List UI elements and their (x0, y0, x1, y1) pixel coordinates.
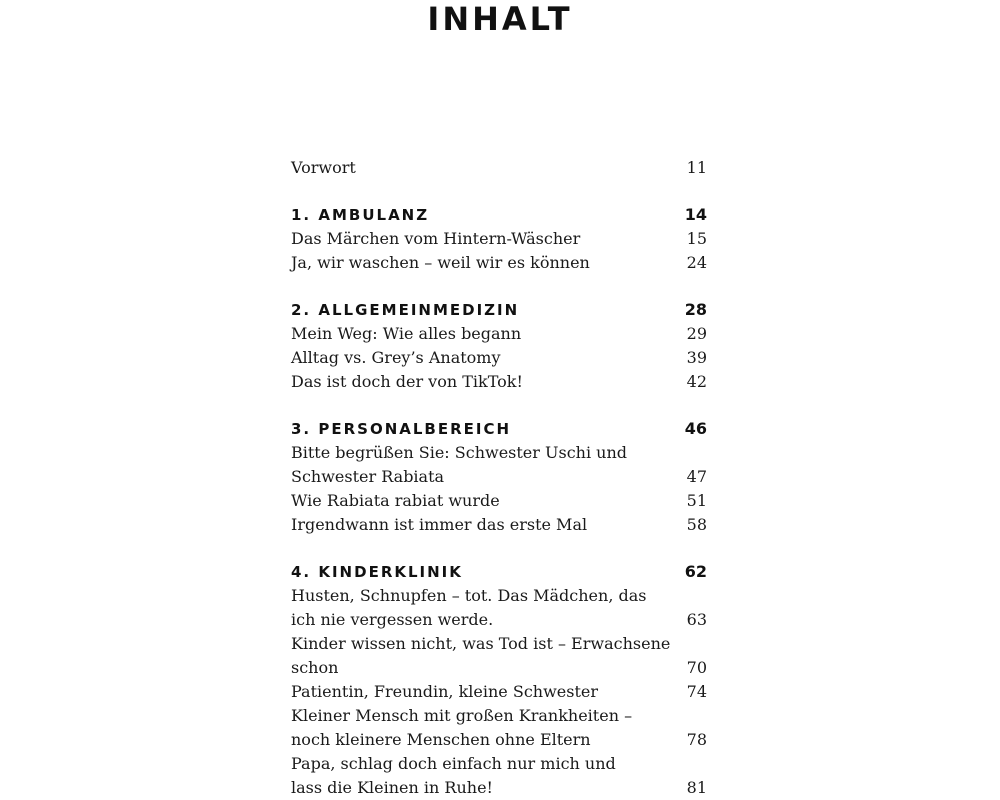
toc-entry-line[interactable] (291, 680, 707, 704)
toc-entry-title: Kinder wissen nicht, was Tod ist – Erwachsene (291, 634, 671, 653)
toc-entry-line[interactable] (291, 513, 707, 537)
toc-entry-title: Irgendwann ist immer das erste Mal (291, 515, 588, 534)
toc-entry-title: ich nie vergessen werde. (291, 610, 494, 629)
table-of-contents (291, 156, 707, 800)
toc-entry-title: Bitte begrüßen Sie: Schwester Uschi und (291, 443, 628, 462)
chapter-title: 2. ALLGEMEINMEDIZIN (291, 301, 520, 319)
chapter-page: 14 (684, 205, 707, 224)
toc-entry-line[interactable] (291, 656, 707, 680)
toc-entry-line[interactable] (291, 489, 707, 513)
toc-chapter-heading[interactable] (291, 203, 707, 227)
toc-entry-page: 15 (686, 229, 707, 248)
toc-entry-page: 58 (686, 515, 707, 534)
toc-entry-line[interactable] (291, 441, 707, 465)
toc-entry-page: 29 (686, 324, 707, 343)
toc-entry-title: Kleiner Mensch mit großen Krankheiten – (291, 706, 633, 725)
toc-entry-title: Schwester Rabiata (291, 467, 445, 486)
toc-entry-page: 78 (686, 730, 707, 749)
toc-entry-page: 24 (686, 253, 707, 272)
toc-entry-line[interactable] (291, 632, 707, 656)
toc-entry-title: Husten, Schnupfen – tot. Das Mädchen, das (291, 586, 647, 605)
toc-entry-title: Alltag vs. Grey’s Anatomy (291, 348, 501, 367)
toc-entry-page: 74 (686, 682, 707, 701)
toc-entry-line[interactable] (291, 227, 707, 251)
toc-entry-page: 70 (686, 658, 707, 677)
toc-preface[interactable] (291, 156, 707, 180)
toc-entry-line[interactable] (291, 465, 707, 489)
toc-entry-page: 81 (686, 778, 707, 797)
toc-entry-title: Patientin, Freundin, kleine Schwester (291, 682, 598, 701)
toc-entry-page: 39 (686, 348, 707, 367)
page-title: INHALT (427, 0, 573, 38)
toc-entry-title: Mein Weg: Wie alles begann (291, 324, 522, 343)
toc-entry-line[interactable] (291, 704, 707, 728)
toc-chapter-heading[interactable] (291, 417, 707, 441)
chapter-title: 3. PERSONALBEREICH (291, 420, 512, 438)
toc-entry-title: Papa, schlag doch einfach nur mich und (291, 754, 616, 773)
toc-entry-line[interactable] (291, 584, 707, 608)
toc-entry-title: Wie Rabiata rabiat wurde (291, 491, 500, 510)
chapter-page: 28 (684, 300, 707, 319)
toc-chapter-heading[interactable] (291, 298, 707, 322)
toc-entry-title: noch kleinere Menschen ohne Eltern (291, 730, 591, 749)
toc-entry-line[interactable] (291, 776, 707, 800)
toc-chapter-heading[interactable] (291, 560, 707, 584)
toc-entry-line[interactable] (291, 608, 707, 632)
toc-entry-line[interactable] (291, 370, 707, 394)
toc-entry-page: 63 (686, 610, 707, 629)
toc-entry-title: schon (291, 658, 339, 677)
toc-entry-page: 42 (686, 372, 707, 391)
toc-entry-title: lass die Kleinen in Ruhe! (291, 778, 493, 797)
chapter-page: 62 (684, 562, 707, 581)
toc-entry-title: Ja, wir waschen – weil wir es können (291, 253, 590, 272)
chapter-title: 1. AMBULANZ (291, 206, 430, 224)
toc-entry-page: 51 (686, 491, 707, 510)
toc-entry-line[interactable] (291, 728, 707, 752)
toc-entry-line[interactable] (291, 251, 707, 275)
toc-entry-line[interactable] (291, 322, 707, 346)
toc-entry-line[interactable] (291, 346, 707, 370)
toc-entry-title: Das Märchen vom Hintern-Wäscher (291, 229, 581, 248)
chapter-page: 46 (684, 419, 707, 438)
toc-entry-title: Das ist doch der von TikTok! (291, 372, 523, 391)
toc-entry-title: Vorwort (291, 158, 356, 177)
chapter-title: 4. KINDERKLINIK (291, 563, 463, 581)
toc-entry-line[interactable] (291, 752, 707, 776)
toc-entry-page: 47 (686, 467, 707, 486)
toc-entry-page: 11 (686, 158, 707, 177)
